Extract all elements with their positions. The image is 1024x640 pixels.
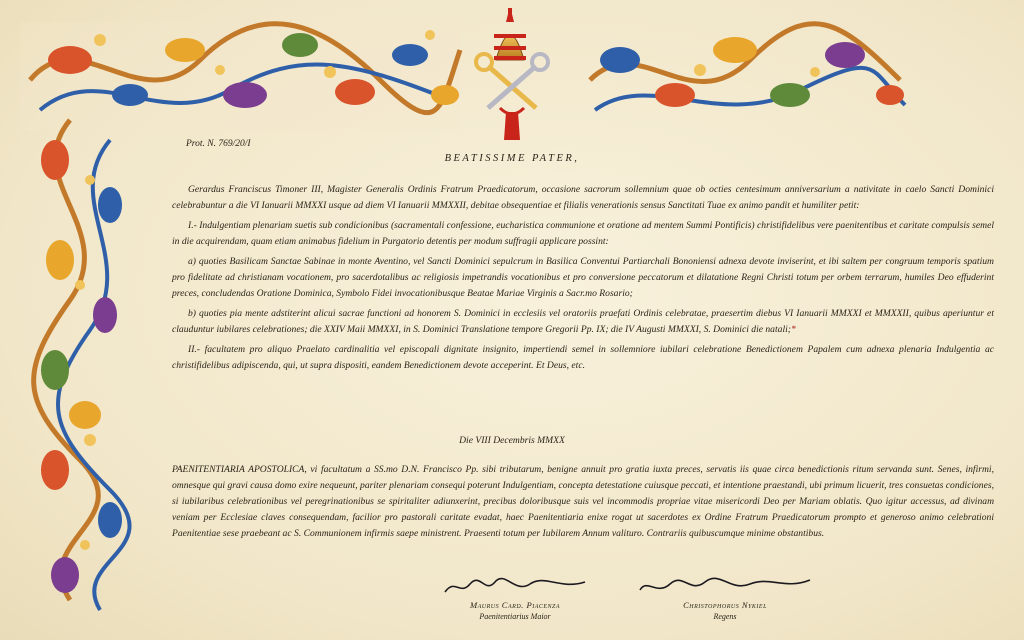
signature-maurus: [440, 576, 590, 598]
decree-text: PAENITENTIARIA APOSTOLICA, vi facultatum a SS.mo D.N. Francisco Pp. sibi tributarum, benigne annuit pro gratia iuxta preces, servatis iis quae circa benedictionis ritum servanda sunt. Senes, infirmi, omnesque qui gravi causa domo exire nequeunt, pariter plenariam consequi poterunt Indulgentiam, concepta detestatione cuiusque peccati, et intentione praestandi, ubi primum licuerit, tres consuetas condiciones, si iubilaribus celebrationibus vel peregrinationibus se spiritaliter adiunxerint, precibus doloribusque suis vel incommodis propriae vitae misericordi Deo per Mariam oblatis. Quo igitur accessus, ad divinam veniam per Ecclesiae claves consequendam, facilior pro pastorali caritate evadat, haec Paenitentiaria enixe rogat ut sacerdotes ex Ordine Fratrum Praedicatorum prompto et generoso animo celebrationi Paenitentiae sese praebeant ac S. Communionem infirmis saepe ministrent. Praesenti totum per Iubilarem Annum valituro. Contrariis quibuscumque minime obstantibus.: [172, 464, 994, 539]
petition-item-a: a) quoties Basilicam Sanctae Sabinae in monte Aventino, vel Sancti Dominici sepulcrum in Basilica Conventui Partiarchali Bononiensi adnexa devote inviserint, et ibi saltem per congruum temporis spatium pro fidelitate ad christianam vocationem, pro sacerdotalibus ac religiosis impetrandis vocationibus et pro conversione peccatorum et dilatatione Regni Christi totum per orbem terrarum, humiles Deo effuderint preces, concludendas Oratione Dominica, Symbolo Fidei invocationibusque Beatae Mariae Virginis a Sacr.mo Rosario;: [172, 256, 994, 299]
protocol-number: Prot. N. 769/20/I: [186, 139, 251, 149]
petition-item-b-wrap: [172, 306, 994, 337]
papal-coat-of-arms: [476, 8, 548, 140]
signatory-name-1: Maurus Card. Piacenza: [469, 600, 561, 610]
petition-intro: Gerardus Franciscus Timoner III, Magister Generalis Ordinis Fratrum Praedicatorum, occasione sacrorum sollemnium quae ob octies centesimum anniversarium a nativitate in caelo Sancti Dominici celebrabuntur a die VI Ianuarii MMXXI usque ad diem VI Ianuarii MMXXII, debitae obsequentiae et filialis venerationis sensus Sanctitati Tuae ex animo pandit et humiliter petit:: [172, 184, 994, 211]
left-floral-band: [34, 120, 130, 610]
signature-block-penitentiary-major: [430, 576, 600, 621]
salutation: BEATISSIME PATER,: [444, 153, 580, 164]
signature-christophorus: [635, 576, 815, 598]
crossed-keys-icon: [476, 54, 548, 108]
tiara-icon: [494, 8, 526, 60]
top-left-floral-band: [20, 22, 460, 130]
top-right-floral-band: [590, 24, 905, 110]
date-line: Die VIII Decembris MMXX: [459, 435, 565, 446]
signature-block-regent: [630, 576, 820, 621]
petition-item-indulgence: I.- Indulgentiam plenariam suetis sub condicionibus (sacramentali confessione, eucharistica communione et oratione ad mentem Summi Pontificis) christifidelibus vere paenitentibus et caritate compulsis semel in die acquirendam, quam etiam animabus fidelium in Purgatorio detentis per modum suffragii applicare possint:: [172, 220, 994, 247]
signatory-title-2: Regens: [713, 612, 737, 621]
red-star-mark: *: [790, 323, 796, 335]
signatory-name-2: Christophorus Nykiel: [683, 600, 767, 610]
petition-body: [172, 182, 994, 379]
petition-item-blessing: II.- facultatem pro aliquo Praelato cardinalitia vel episcopali dignitate insignito, impertiendi semel in sollemniore iubilari celebratione Benedictionem Papalem cum adnexa plenaria Indulgentia ac christifidelibus adipiscenda, qui, ut supra dispositi, eandem Benedictionem devote acceperint. Et Deus, etc.: [172, 344, 994, 371]
petition-item-b: b) quoties pia mente adstiterint alicui sacrae functioni ad honorem S. Dominici in ecclesiis vel oratoriis praefati Ordinis celebratae, praesertim diebus VI Ianuarii MMXXI et MMXXII, quibus aperiuntur et clauduntur iubilares celebrationes; die XXIV Maii MMXXI, in S. Dominici Translatione tempore Gregorii Pp. IX; die IV Augusti MMXXI, S. Dominici die natali;: [172, 308, 994, 335]
signatory-title-1: Paenitentiarius Maior: [479, 612, 551, 621]
